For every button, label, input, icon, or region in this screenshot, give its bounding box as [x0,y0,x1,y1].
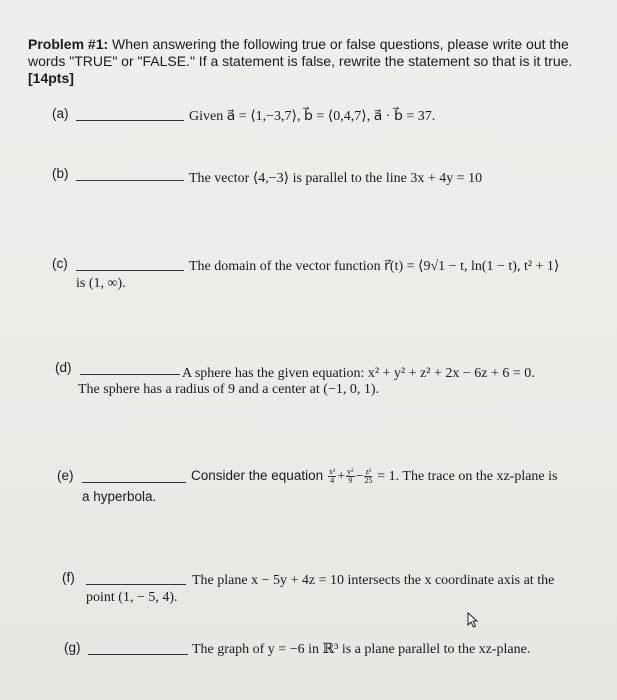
item-c-label: (c) [52,256,68,271]
item-b-label: (b) [52,166,69,181]
item-g-label: (g) [64,640,81,655]
problem-label: Problem #1: [28,36,109,52]
item-e-suffix: = 1. The trace on the xz-plane is [377,469,558,484]
item-b-answer-blank[interactable] [76,180,184,181]
item-f-statement: The plane x − 5y + 4z = 10 intersects the x coordinate axis at the [192,573,555,588]
item-a-label: (a) [52,106,69,121]
item-g-statement: The graph of y = −6 in ℝ³ is a plane parallel to the xz-plane. [192,642,531,657]
item-a-answer-blank[interactable] [76,120,184,121]
item-f-continuation: point (1, − 5, 4). [86,590,178,605]
item-e-statement: Consider the equation $\frac{\text{x²}}{4}$ + $\frac{\text{y²}}{9}$ − $\frac{\text{z²}}{25}$ = 1. The trace on the xz-plane is [191,466,558,485]
item-e-label: (e) [57,468,74,483]
item-d-answer-blank[interactable] [80,374,180,375]
item-e-prefix: Consider the equation [191,468,324,483]
problem-header [28,36,598,87]
fraction-y-squared-over-9: $\frac{\text{y²}}{9}$ [347,466,354,485]
item-f-label: (f) [62,570,75,585]
item-g-answer-blank[interactable] [88,654,188,655]
item-d-label: (d) [55,360,72,375]
fraction-x-squared-over-4: $\frac{\text{x²}}{4}$ [328,466,336,485]
item-f-answer-blank[interactable] [86,584,186,585]
item-c-statement: The domain of the vector function r⃗(t) = ⟨9√1 − t, ln(1 − t), t² + 1⟩ [189,259,560,274]
instructions-line1: When answering the following true or false questions, please write out the [108,36,569,52]
item-a-statement: Given a⃗ = ⟨1,−3,7⟩, b⃗ = ⟨0,4,7⟩, a⃗ · b⃗ = 37. [189,109,436,124]
item-c-answer-blank[interactable] [76,270,184,271]
fraction-z-squared-over-25: $\frac{\text{z²}}{25}$ [364,466,373,485]
points-label: [14pts] [28,70,74,86]
item-e-continuation: a hyperbola. [82,489,157,504]
item-d-statement: A sphere has the given equation: x² + y² + z² + 2x − 6z + 6 = 0. [182,366,535,381]
mouse-cursor-icon [466,612,480,628]
item-c-continuation: is (1, ∞). [76,276,126,291]
item-b-statement: The vector ⟨4,−3⟩ is parallel to the line 3x + 4y = 10 [189,171,483,186]
instructions-line2: words "TRUE" or "FALSE." If a statement is false, rewrite the statement so that is it true. [28,53,573,69]
item-d-continuation: The sphere has a radius of 9 and a center at (−1, 0, 1). [78,382,379,397]
item-e-answer-blank[interactable] [82,482,186,483]
